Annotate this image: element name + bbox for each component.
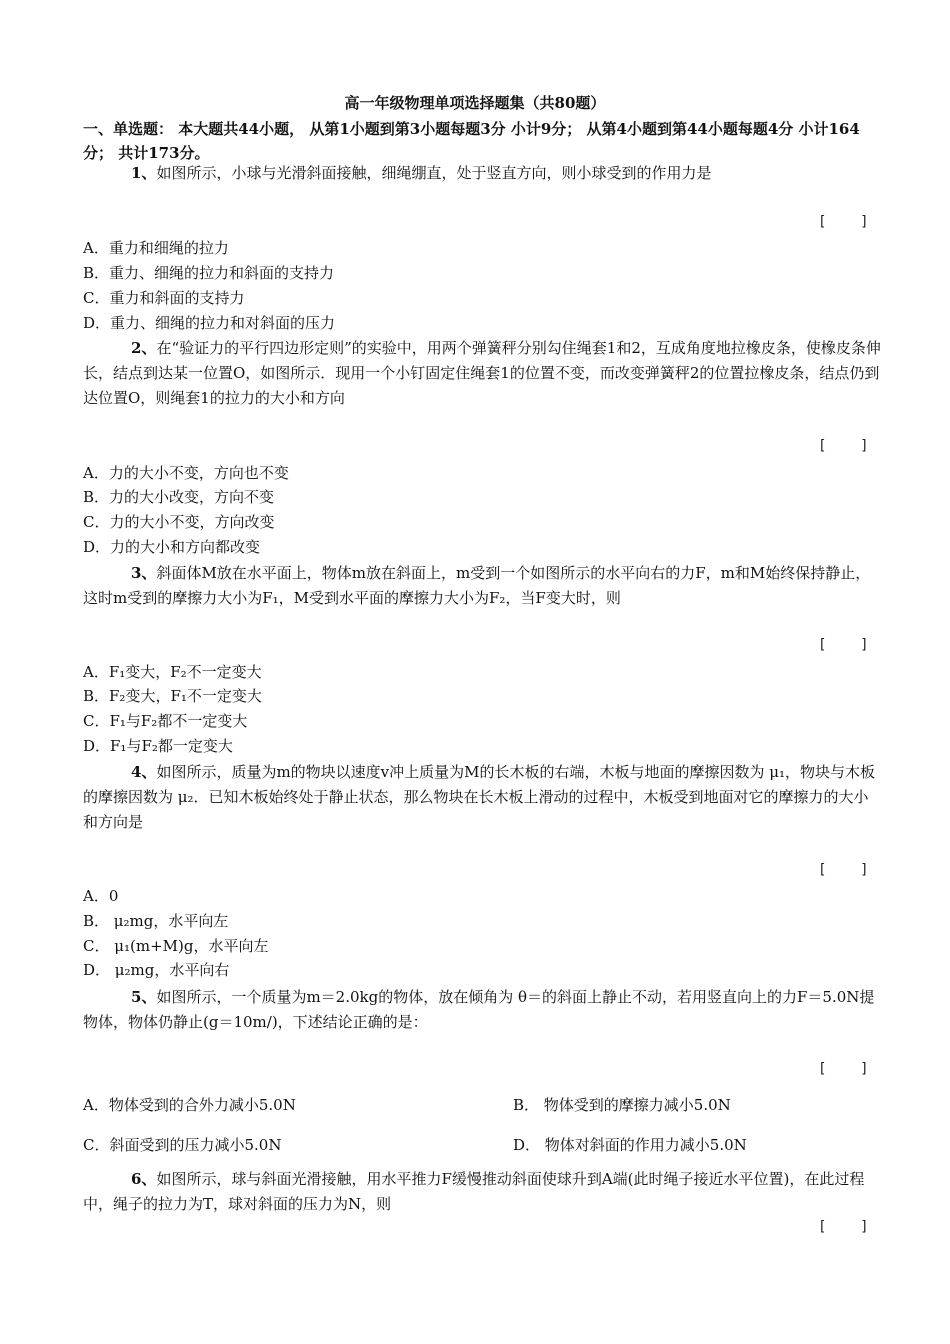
q3-option-d: D．F₁与F₂都一定变大	[83, 737, 233, 755]
answer-bracket-5: [ ]	[818, 1061, 869, 1077]
question-1-stem	[83, 161, 883, 186]
question-4-stem	[83, 760, 883, 835]
q2-option-b: B．力的大小改变，方向不变	[83, 488, 275, 506]
q5-option-c: C．斜面受到的压力减小5.0N	[83, 1136, 282, 1154]
question-5-text: 如图所示，一个质量为m＝2.0kg的物体，放在倾角为 θ＝的斜面上静止不动，若用竖直向上的力F＝5.0N提物体，物体仍静止(g＝10m/)，下述结论正确的是：	[83, 988, 875, 1031]
q5-option-b: B． 物体受到的摩擦力减小5.0N	[513, 1096, 731, 1114]
question-6-text: 如图所示，球与斜面光滑接触，用水平推力F缓慢推动斜面使球升到A端(此时绳子接近水平位置)，在此过程中，绳子的拉力为T，球对斜面的压力为N，则	[83, 1170, 865, 1213]
q3-option-b: B．F₂变大，F₁不一定变大	[83, 687, 262, 705]
q3-option-c: C．F₁与F₂都不一定变大	[83, 712, 248, 730]
answer-bracket-3: [ ]	[818, 637, 869, 653]
answer-bracket-2: [ ]	[818, 438, 869, 454]
q2-option-a: A．力的大小不变，方向也不变	[83, 464, 289, 482]
question-6-number: 6、	[131, 1170, 157, 1188]
question-4-text: 如图所示，质量为m的物块以速度v冲上质量为M的长木板的右端，木板与地面的摩擦因数为 μ₁，物块与木板的摩擦因数为 μ₂．已知木板始终处于静止状态，那么物块在长木板上滑动的过程中，木板受到地面对它的摩擦力的大小和方向是	[83, 763, 876, 831]
q4-option-a: A．0	[83, 887, 119, 905]
q3-option-a: A．F₁变大，F₂不一定变大	[83, 663, 262, 681]
question-4-number: 4、	[131, 763, 157, 781]
q4-option-b: B． μ₂mg，水平向左	[83, 912, 229, 930]
document-title: 高一年级物理单项选择题集（共80题）	[344, 94, 606, 112]
q5-option-d: D． 物体对斜面的作用力减小5.0N	[513, 1136, 747, 1154]
answer-bracket-6: [ ]	[818, 1219, 869, 1235]
q1-option-c: C．重力和斜面的支持力	[83, 289, 245, 307]
q5-option-a: A．物体受到的合外力减小5.0N	[83, 1096, 296, 1114]
q1-option-b: B．重力、细绳的拉力和斜面的支持力	[83, 264, 335, 282]
question-1-number: 1、	[131, 164, 157, 182]
question-5-stem	[83, 985, 883, 1035]
q1-option-d: D．重力、细绳的拉力和对斜面的压力	[83, 314, 336, 332]
answer-bracket-1: [ ]	[818, 214, 869, 230]
question-3-stem	[83, 561, 883, 611]
question-5-number: 5、	[131, 988, 157, 1006]
question-6-stem	[83, 1167, 883, 1217]
q4-option-c: C． μ₁(m+M)g，水平向左	[83, 937, 269, 955]
q2-option-c: C．力的大小不变，方向改变	[83, 513, 275, 531]
q1-option-a: A．重力和细绳的拉力	[83, 239, 229, 257]
question-2-text: 在“验证力的平行四边形定则”的实验中，用两个弹簧秤分别勾住绳套1和2，互成角度地拉橡皮条，使橡皮条伸长，结点到达某一位置O，如图所示．现用一个小钉固定住绳套1的位置不变，而改变弹簧秤2的位置拉橡皮条，结点仍到达位置O，则绳套1的拉力的大小和方向	[83, 339, 881, 407]
question-2-number: 2、	[131, 339, 157, 357]
answer-bracket-4: [ ]	[818, 862, 869, 878]
question-3-text: 斜面体M放在水平面上，物体m放在斜面上，m受到一个如图所示的水平向右的力F，m和M始终保持静止，这时m受到的摩擦力大小为F₁，M受到水平面的摩擦力大小为F₂，当F变大时，则	[83, 564, 871, 607]
question-2-stem	[83, 336, 883, 411]
q4-option-d: D． μ₂mg，水平向右	[83, 961, 230, 979]
question-1-text: 如图所示，小球与光滑斜面接触，细绳绷直，处于竖直方向，则小球受到的作用力是	[156, 164, 712, 182]
question-3-number: 3、	[131, 564, 157, 582]
q2-option-d: D．力的大小和方向都改变	[83, 538, 261, 556]
section-header: 一、单选题： 本大题共44小题， 从第1小题到第3小题每题3分 小计9分； 从第4小题到第44小题每题4分 小计164分； 共计173分。	[83, 120, 860, 162]
